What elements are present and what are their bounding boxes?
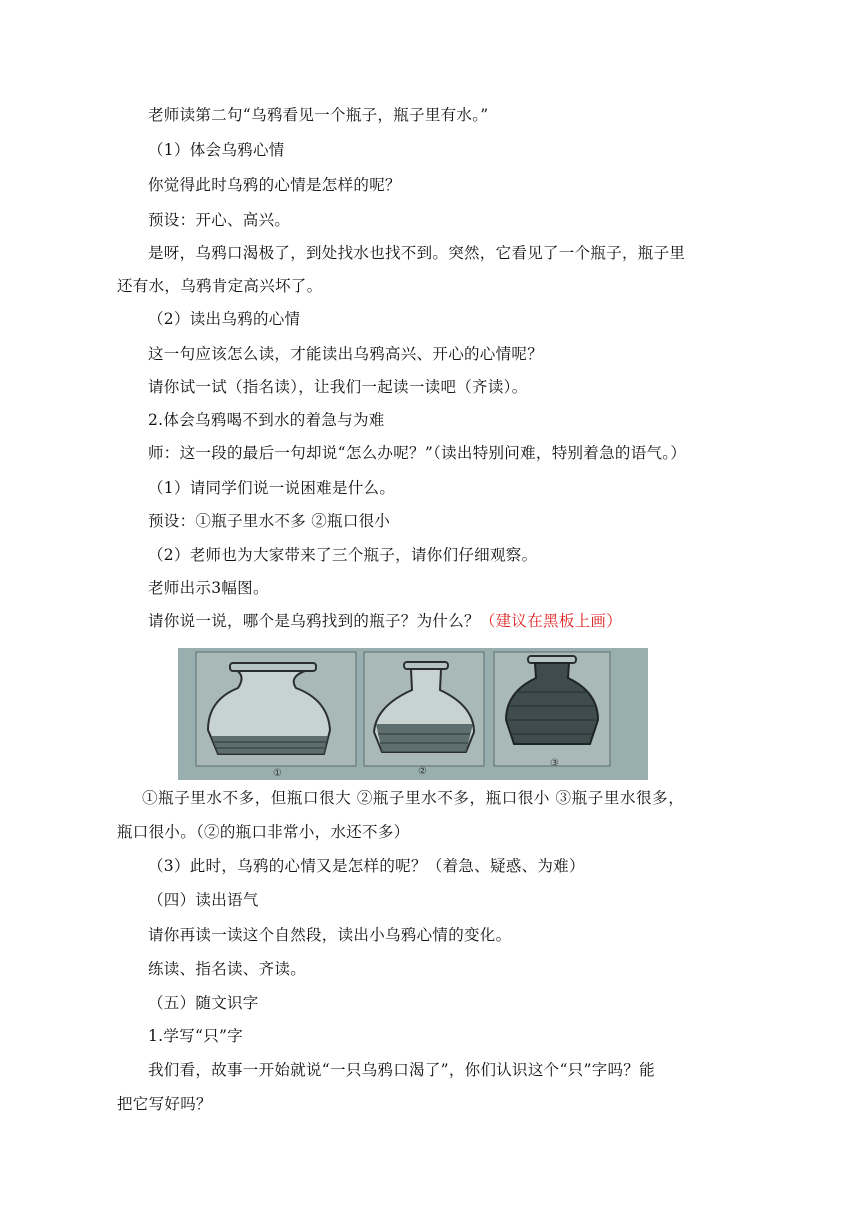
- heading-literacy: （五）随文识字: [148, 994, 259, 1012]
- bottle-2-panel: [364, 652, 484, 766]
- heading-read-mood: （2）读出乌鸦的心情: [148, 310, 301, 328]
- paragraph-which-bottle: [148, 611, 622, 631]
- bottles-illustration: [178, 648, 648, 780]
- paragraph-crow-thirsty-2: 还有水，乌鸦肯定高兴坏了。: [117, 277, 323, 295]
- paragraph-how-to-read: 这一句应该怎么读，才能读出乌鸦高兴、开心的心情呢？: [148, 345, 544, 363]
- paragraph-read-again: 请你再读一读这个自然段，读出小乌鸦心情的变化。: [148, 926, 512, 944]
- paragraph-question-mood: 你觉得此时乌鸦的心情是怎样的呢？: [148, 176, 401, 194]
- paragraph-practice-read: 练读、指名读、齐读。: [148, 960, 307, 978]
- bottle-label-3: ③: [550, 758, 559, 769]
- heading-read-tone: （四）读出语气: [148, 891, 259, 909]
- paragraph-teacher-reads: 老师读第二句“乌鸦看见一个瓶子，瓶子里有水。”: [148, 106, 489, 124]
- which-bottle-question: 请你说一说，哪个是乌鸦找到的瓶子？为什么？: [148, 612, 480, 630]
- paragraph-preset-difficulty: 预设：①瓶子里水不多 ②瓶口很小: [148, 512, 391, 530]
- bottle-3-panel: [494, 652, 610, 766]
- paragraph-bottle-comparison-1: ①瓶子里水不多，但瓶口很大 ②瓶子里水不多，瓶口很小 ③瓶子里水很多，: [142, 789, 685, 807]
- paragraph-bottle-comparison-2: 瓶口很小。（②的瓶口非常小，水还不多）: [117, 823, 410, 841]
- bottle-1-panel: [196, 652, 356, 766]
- heading-three-bottles: （2）老师也为大家带来了三个瓶子，请你们仔细观察。: [148, 546, 538, 564]
- heading-feel-mood: （1）体会乌鸦心情: [148, 141, 285, 159]
- paragraph-show-pictures: 老师出示3幅图。: [148, 579, 269, 597]
- paragraph-try-reading: 请你试一试（指名读），让我们一起读一读吧（齐读）。: [148, 378, 528, 396]
- heading-anxious: 2.体会乌鸦喝不到水的着急与为难: [148, 411, 385, 429]
- three-bottles-figure: [178, 648, 648, 780]
- paragraph-crow-thirsty-1: 是呀，乌鸦口渴极了，到处找水也找不到。突然，它看见了一个瓶子，瓶子里: [148, 244, 686, 262]
- bottle-label-2: ②: [418, 766, 427, 777]
- blackboard-note: （建议在黑板上画）: [479, 612, 623, 630]
- bottle-label-1: ①: [273, 768, 282, 779]
- paragraph-story-start-1: 我们看，故事一开始就说“一只乌鸦口渴了”，你们认识这个“只”字吗？能: [148, 1061, 655, 1079]
- paragraph-teacher-last-sentence: 师：这一段的最后一句却说“怎么办呢？”（读出特别问难，特别着急的语气。）: [148, 444, 687, 462]
- paragraph-preset-happy: 预设：开心、高兴。: [148, 211, 291, 229]
- heading-write-zhi: 1.学写“只”字: [148, 1027, 244, 1045]
- heading-mood-again: （3）此时，乌鸦的心情又是怎样的呢？（着急、疑惑、为难）: [148, 857, 585, 875]
- paragraph-story-start-2: 把它写好吗？: [117, 1095, 212, 1113]
- heading-difficulty: （1）请同学们说一说困难是什么。: [148, 479, 396, 497]
